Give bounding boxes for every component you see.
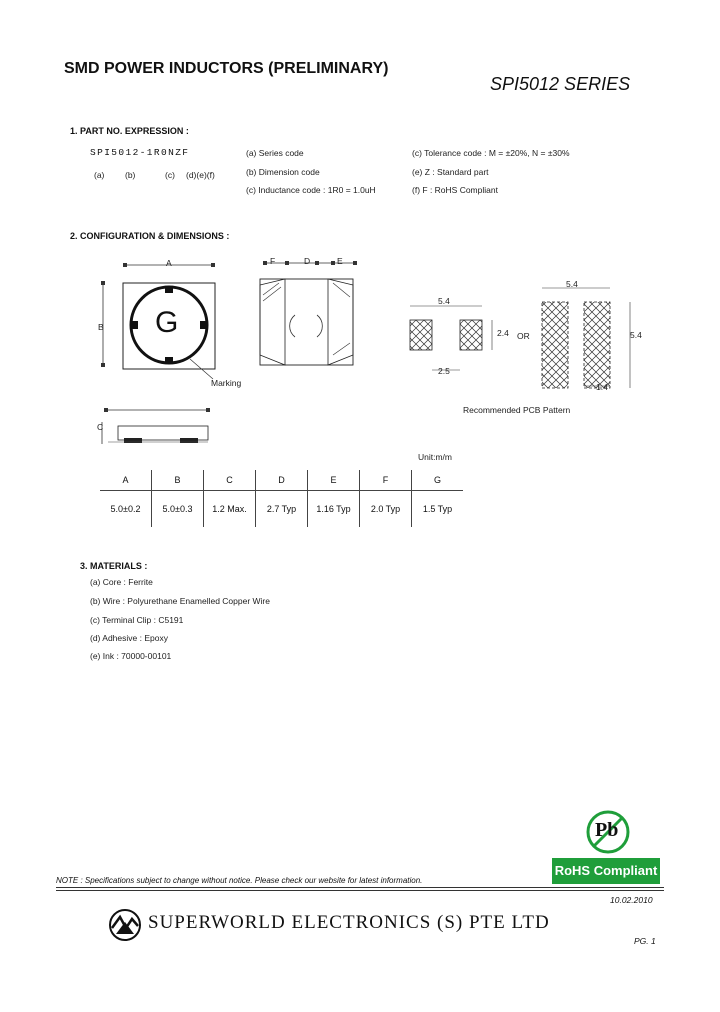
legend-rohs: (f) F : RoHS Compliant [412,185,498,195]
material-terminal-clip: (c) Terminal Clip : C5191 [90,615,184,625]
table-header-cell: G [412,470,464,491]
pcb-dim-top-right: 5.4 [566,279,578,289]
table-cell: 1.2 Max. [204,491,256,528]
table-header-row [100,470,463,491]
table-row [100,491,463,528]
pcb-dim-gap: 2.5 [438,366,450,376]
marking-letter: G [155,306,179,339]
pcb-dim-right: 5.4 [630,330,642,340]
side-view-drawing [98,406,218,456]
material-adhesive: (d) Adhesive : Epoxy [90,633,168,643]
table-cell: 5.0±0.3 [152,491,204,528]
footer-divider-top [56,887,664,888]
table-header-cell: D [256,470,308,491]
table-cell: 2.0 Typ [360,491,412,528]
company-logo-icon [108,908,142,942]
table-cell: 2.7 Typ [256,491,308,528]
part-no-heading: 1. PART NO. EXPRESSION : [70,126,189,136]
pcb-caption: Recommended PCB Pattern [463,405,571,415]
dimensions-table [100,470,463,527]
pb-symbol: Pb [595,819,619,841]
marker-c: (c) [165,170,175,180]
series-name: SPI5012 SERIES [490,74,631,94]
dim-label-d: D [304,256,311,266]
table-header-cell: A [100,470,152,491]
marker-def: (d)(e)(f) [186,170,215,180]
marker-b: (b) [125,170,136,180]
material-wire: (b) Wire : Polyurethane Enamelled Copper Wire [90,596,270,606]
table-cell: 5.0±0.2 [100,491,152,528]
dim-label-f-left: F [270,256,276,266]
table-cell: 1.5 Typ [422,504,453,514]
config-heading: 2. CONFIGURATION & DIMENSIONS : [70,231,230,241]
pcb-dim-pad: 1.4 [596,382,608,392]
pcb-dim-height: 2.4 [497,328,509,338]
specification-note: NOTE : Specifications subject to change without notice. Please check our website for latest information. [56,876,423,885]
table-header-cell: C [204,470,256,491]
table-cell: 1.16 Typ [308,491,360,528]
material-ink: (e) Ink : 70000-00101 [90,651,172,661]
footer-divider-bottom [56,890,664,891]
materials-heading: 3. MATERIALS : [80,561,148,571]
marker-a: (a) [94,170,105,180]
bottom-view-drawing [255,255,365,370]
pcb-dim-top-left: 5.4 [438,296,450,306]
legend-tolerance-code: (c) Tolerance code : M = ±20%, N = ±30% [412,148,570,158]
unit-label: Unit:m/m [418,452,452,462]
page-title: SMD POWER INDUCTORS (PRELIMINARY) [64,60,389,77]
table-header-cell: B [152,470,204,491]
legend-standard-part: (e) Z : Standard part [412,167,489,177]
marking-label: Marking [211,378,242,388]
dim-label-e: E [337,256,343,266]
table-header-cell: F [360,470,412,491]
company-name: SUPERWORLD ELECTRONICS (S) PTE LTD [148,912,550,933]
part-no-code: SPI5012-1R0NZF [90,147,190,158]
page-number: PG. 1 [634,936,656,946]
table-header-cell: E [308,470,360,491]
document-date: 10.02.2010 [610,895,653,905]
legend-inductance-code: (c) Inductance code : 1R0 = 1.0uH [246,185,376,195]
pcb-or-label: OR [517,331,530,341]
material-core: (a) Core : Ferrite [90,577,153,587]
dim-label-b: B [98,322,104,332]
legend-series-code: (a) Series code [246,148,304,158]
dim-label-a: A [166,258,172,268]
rohs-badge: RoHS Compliant [552,858,660,884]
dim-label-c: C [97,422,104,432]
legend-dimension-code: (b) Dimension code [246,167,320,177]
